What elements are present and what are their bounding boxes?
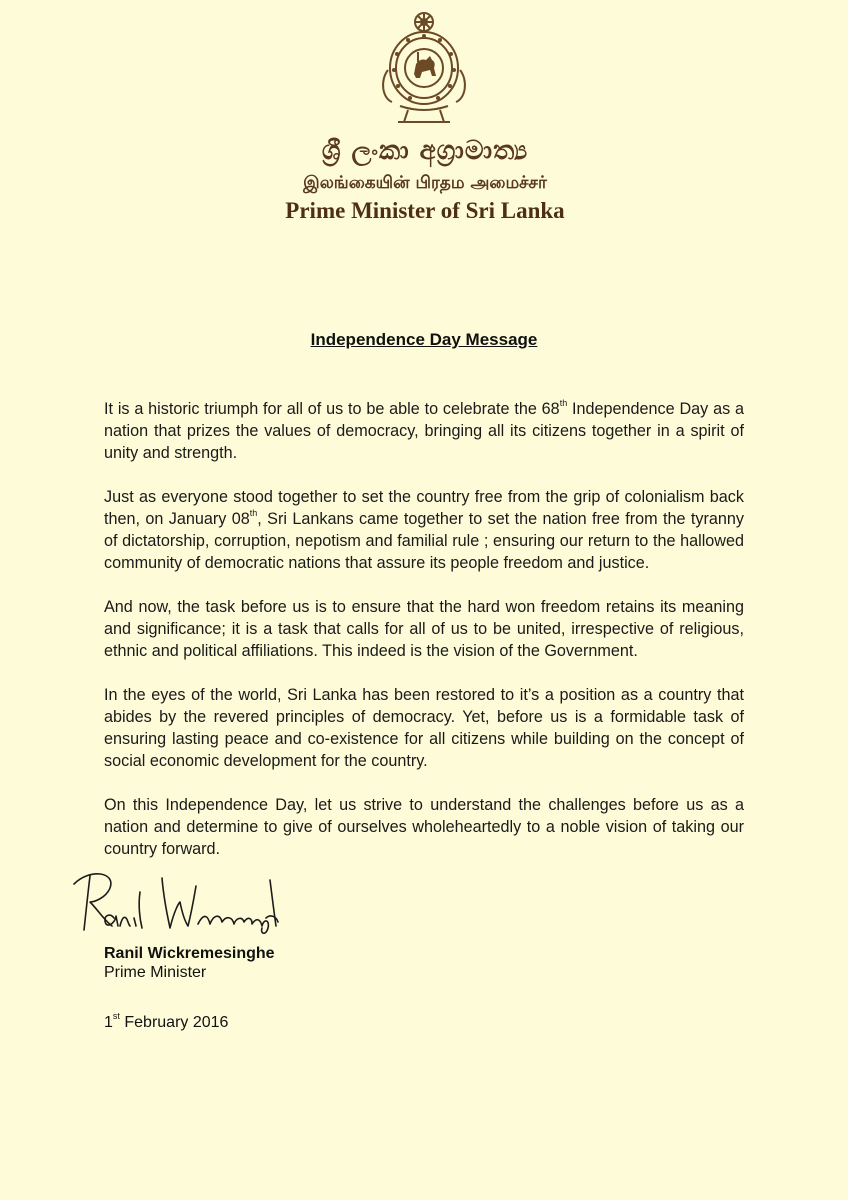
letter-date bbox=[104, 1011, 229, 1032]
paragraph-2-superscript: th bbox=[249, 508, 258, 518]
paragraph-2 bbox=[104, 486, 744, 574]
page-title: Independence Day Message bbox=[310, 330, 538, 349]
paragraph-1-superscript: th bbox=[559, 398, 568, 408]
paragraph-1-text-b: Independence Day as a nation that prizes the values of democracy, bringing all its citizens together in a spirit of unity and strength. bbox=[104, 400, 744, 462]
paragraph-5: On this Independence Day, let us strive to understand the challenges before us as a nation and determine to give of ourselves wholeheartedly to a noble vision of taking our country forward. bbox=[104, 796, 744, 858]
sri-lanka-emblem-icon bbox=[378, 10, 470, 125]
date-rest: February 2016 bbox=[119, 1014, 229, 1031]
date-day: 1 bbox=[104, 1014, 113, 1031]
handwritten-signature bbox=[70, 862, 280, 942]
message-body bbox=[104, 398, 744, 882]
letterhead-tamil: இலங்கையின் பிரதம அமைச்சர் bbox=[303, 173, 547, 193]
paragraph-1 bbox=[104, 398, 744, 464]
letterhead-english: Prime Minister of Sri Lanka bbox=[285, 198, 565, 223]
date-superscript: st bbox=[112, 1011, 120, 1021]
signatory-name: Ranil Wickremesinghe bbox=[104, 945, 275, 962]
paragraph-3: And now, the task before us is to ensure that the hard won freedom retains its meaning and significance; it is a task that calls for all of us to be united, irrespective of religious, ethnic and political affiliations. This indeed is the vision of the Government. bbox=[104, 598, 744, 660]
signatory-role: Prime Minister bbox=[104, 964, 207, 981]
paragraph-2-text-b: , Sri Lankans came together to set the nation free from the tyranny of dictatorship, corruption, nepotism and familial rule ; ensuring our return to the hallowed community of democratic nations that assure its people freedom and justice. bbox=[104, 510, 744, 572]
paragraph-1-text-a: It is a historic triumph for all of us to be able to celebrate the 68 bbox=[104, 400, 560, 418]
paragraph-4: In the eyes of the world, Sri Lanka has been restored to it’s a position as a country that abides by the revered principles of democracy. Yet, before us is a formidable task of ensuring lasting peace and co-existence for all citizens while building on the concept of social economic development for the country. bbox=[104, 686, 744, 770]
letterhead-sinhala: ශ්‍රී ලංකා අග්‍රාමාත්‍ය bbox=[321, 136, 529, 166]
paragraph-2-text-a: Just as everyone stood together to set the country free from the grip of colonialism back then, on January 08 bbox=[104, 488, 744, 528]
